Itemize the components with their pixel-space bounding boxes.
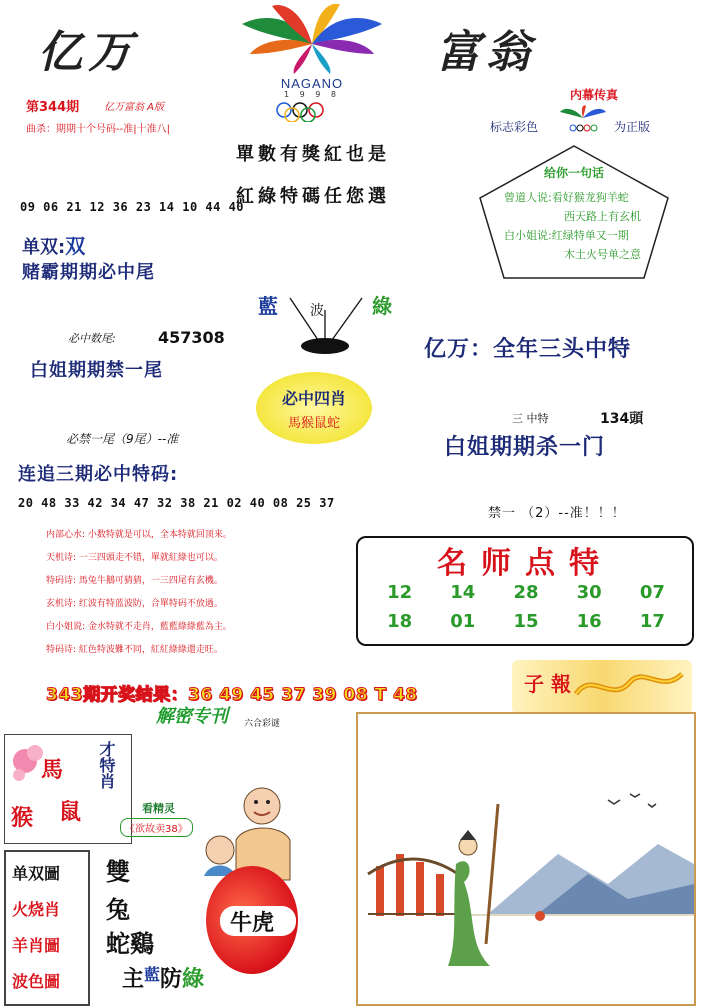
lan-text: 藍 bbox=[144, 965, 161, 984]
poem-row bbox=[46, 593, 362, 616]
title-left: 亿万 bbox=[38, 27, 138, 78]
result-line: 343期开奖结果：36 49 45 37 39 08 T 48 bbox=[46, 685, 418, 705]
scholar-painting-icon bbox=[358, 714, 694, 1004]
olympic-rings-icon bbox=[274, 102, 350, 122]
nagano-logo bbox=[214, 4, 410, 124]
issue-note: 曲杀：期期十个号码--准|十准八| bbox=[26, 124, 170, 135]
zhu-lan-fang-lv bbox=[122, 962, 204, 993]
sixiao-title: 必中四肖 bbox=[281, 389, 346, 408]
poem-text: 小数特就是可以，全本特就回顶来。 bbox=[87, 530, 232, 540]
badge-sub: 《欲故卖38》 bbox=[120, 818, 193, 837]
title-right: 富翁 bbox=[436, 27, 536, 78]
lianzhui-title: 连追三期必中特码: bbox=[18, 464, 179, 485]
top-numbers: 09 06 21 12 36 23 14 10 44 40 bbox=[20, 200, 245, 214]
mingshi-number: 07 bbox=[639, 582, 665, 603]
pentagon-line: 西天路上有玄机 bbox=[564, 210, 641, 223]
yiwan-slogan: 亿万：全年三头中特 bbox=[424, 337, 632, 362]
pentagon-body bbox=[504, 188, 641, 264]
danshuang-sub: 赌霸期期必中尾 bbox=[22, 262, 155, 283]
sheji-label: 蛇鷄 bbox=[106, 929, 154, 958]
sixiao-badge bbox=[256, 372, 372, 444]
pentagon-who: 白小姐说: bbox=[504, 229, 552, 242]
mingshi-number: 30 bbox=[576, 582, 602, 603]
poem-row bbox=[46, 524, 362, 547]
tail-sub: 白姐期期禁一尾 bbox=[30, 360, 163, 381]
zibao-banner bbox=[512, 660, 692, 714]
poem-key: 特码诗: bbox=[46, 576, 77, 586]
shuang-label: 雙 bbox=[106, 857, 130, 886]
tu-label: 兔 bbox=[106, 895, 130, 924]
rat-label: 鼠 bbox=[59, 799, 82, 825]
jin-yi: 禁一 （2）--准！！！ bbox=[488, 506, 626, 521]
danshuang-label-text: 单双: bbox=[22, 237, 66, 258]
poem-row bbox=[46, 616, 362, 639]
sixiao-animals: 馬猴鼠蛇 bbox=[287, 416, 340, 431]
poem-key: 天机诗: bbox=[46, 553, 77, 563]
zhu-text: 主 bbox=[122, 966, 145, 992]
sha-yi-men: 白姐期期杀一门 bbox=[444, 435, 606, 460]
logo-year: 1 9 9 8 bbox=[284, 90, 340, 99]
poem-row bbox=[46, 639, 362, 662]
mini-logo-icon bbox=[558, 104, 608, 134]
issue-brand: 亿万富翁 A版 bbox=[104, 102, 165, 113]
jin-yi-wei: 必禁一尾（9尾）--准 bbox=[66, 432, 179, 446]
fax-left: 标志彩色 bbox=[490, 120, 539, 134]
wave-diagram bbox=[270, 290, 380, 360]
pentagon-title: 给你一句话 bbox=[544, 166, 605, 180]
niuhu-label: 牛虎 bbox=[229, 910, 274, 936]
poem-list bbox=[46, 524, 362, 662]
poem-text: 红波有特蓝波防，合單特码不放過。 bbox=[78, 599, 223, 609]
horse-label: 馬 bbox=[41, 757, 64, 783]
mingshi-grid bbox=[368, 582, 684, 632]
pentagon-line: 红绿特单又一期 bbox=[551, 229, 629, 242]
mingshi-number: 16 bbox=[576, 611, 602, 632]
mingshi-number: 17 bbox=[639, 611, 665, 632]
poem-key: 玄机诗: bbox=[46, 599, 77, 609]
tail-label: 必中数尾: bbox=[68, 332, 116, 345]
danshuang-value: 双 bbox=[65, 234, 86, 258]
mingshi-number: 15 bbox=[513, 611, 539, 632]
legend-box bbox=[4, 850, 90, 1006]
legend-row: 羊肖圖 bbox=[12, 936, 61, 955]
slogan-line1: 單數有獎紅也是 bbox=[236, 144, 390, 165]
legend-rows bbox=[12, 856, 60, 1000]
legend-row: 波色圖 bbox=[12, 972, 61, 991]
poem-text: 馬兔牛鵝可猜猜，一三四尾有玄機。 bbox=[78, 576, 223, 586]
mingshi-number: 28 bbox=[513, 582, 539, 603]
poem-row bbox=[46, 570, 362, 593]
poem-text: 一三四頭走不错，單就紅綠也可以。 bbox=[78, 553, 223, 563]
danshuang-label bbox=[22, 230, 85, 259]
fax-title: 内幕传真 bbox=[570, 88, 619, 102]
mingshi-number: 18 bbox=[387, 611, 413, 632]
pentagon-line: 木土火号单之意 bbox=[564, 248, 641, 261]
monkey-label: 猴 bbox=[11, 805, 34, 831]
mingshi-title: 名师点特 bbox=[437, 546, 613, 581]
wave-mid: 波 bbox=[310, 303, 324, 319]
mingshi-number: 01 bbox=[450, 611, 476, 632]
dragon-icon bbox=[572, 664, 688, 710]
pentagon-who: 曾道人说: bbox=[504, 191, 552, 204]
mingshi-number: 12 bbox=[387, 582, 413, 603]
poem-key: 内部心水: bbox=[46, 530, 86, 540]
legend-row: 火烧肖 bbox=[12, 900, 61, 919]
niuhu-circle bbox=[206, 866, 298, 974]
zhuankan-sub: 六合彩谜 bbox=[244, 719, 281, 729]
zhuankan-title: 解密专刊 bbox=[156, 706, 228, 727]
painting-frame bbox=[356, 712, 696, 1006]
legend-row: 单双圖 bbox=[12, 864, 61, 883]
animal-panel bbox=[4, 734, 132, 844]
logo-text: NAGANO bbox=[280, 76, 344, 91]
wave-green: 綠 bbox=[372, 294, 392, 318]
pentagon-line: 看好猴龙狗羊蛇 bbox=[551, 191, 629, 204]
poem-key: 白小姐说: bbox=[46, 622, 86, 632]
lianzhui-numbers: 20 48 33 42 34 47 32 38 21 02 40 08 25 37 bbox=[18, 496, 335, 510]
vertical-label: 才特肖 bbox=[97, 741, 116, 789]
poem-key: 特码诗: bbox=[46, 645, 77, 655]
poem-text: 金水特就不走肖，藍藍綠綠藍為主。 bbox=[87, 622, 232, 632]
wave-blue: 藍 bbox=[258, 294, 278, 318]
fang-text: 防 bbox=[160, 966, 183, 992]
zibao-title: 子 報 bbox=[524, 672, 571, 696]
lv-text: 綠 bbox=[182, 966, 205, 992]
slogan-line2: 紅綠特碼任您選 bbox=[236, 186, 390, 207]
mingshi-box bbox=[356, 536, 694, 646]
three-head-value: 134頭 bbox=[600, 411, 644, 427]
issue-number: 第344期 bbox=[26, 100, 80, 115]
poem-text: 紅色特波難不同，紅紅綠綠還走旺。 bbox=[78, 645, 223, 655]
tail-value: 457308 bbox=[158, 328, 225, 347]
three-head-label: 三 中特 bbox=[512, 412, 549, 425]
badge-title: 看精灵 bbox=[142, 802, 175, 815]
fax-right: 为正版 bbox=[614, 120, 651, 134]
mingshi-number: 14 bbox=[450, 582, 476, 603]
poem-row bbox=[46, 547, 362, 570]
